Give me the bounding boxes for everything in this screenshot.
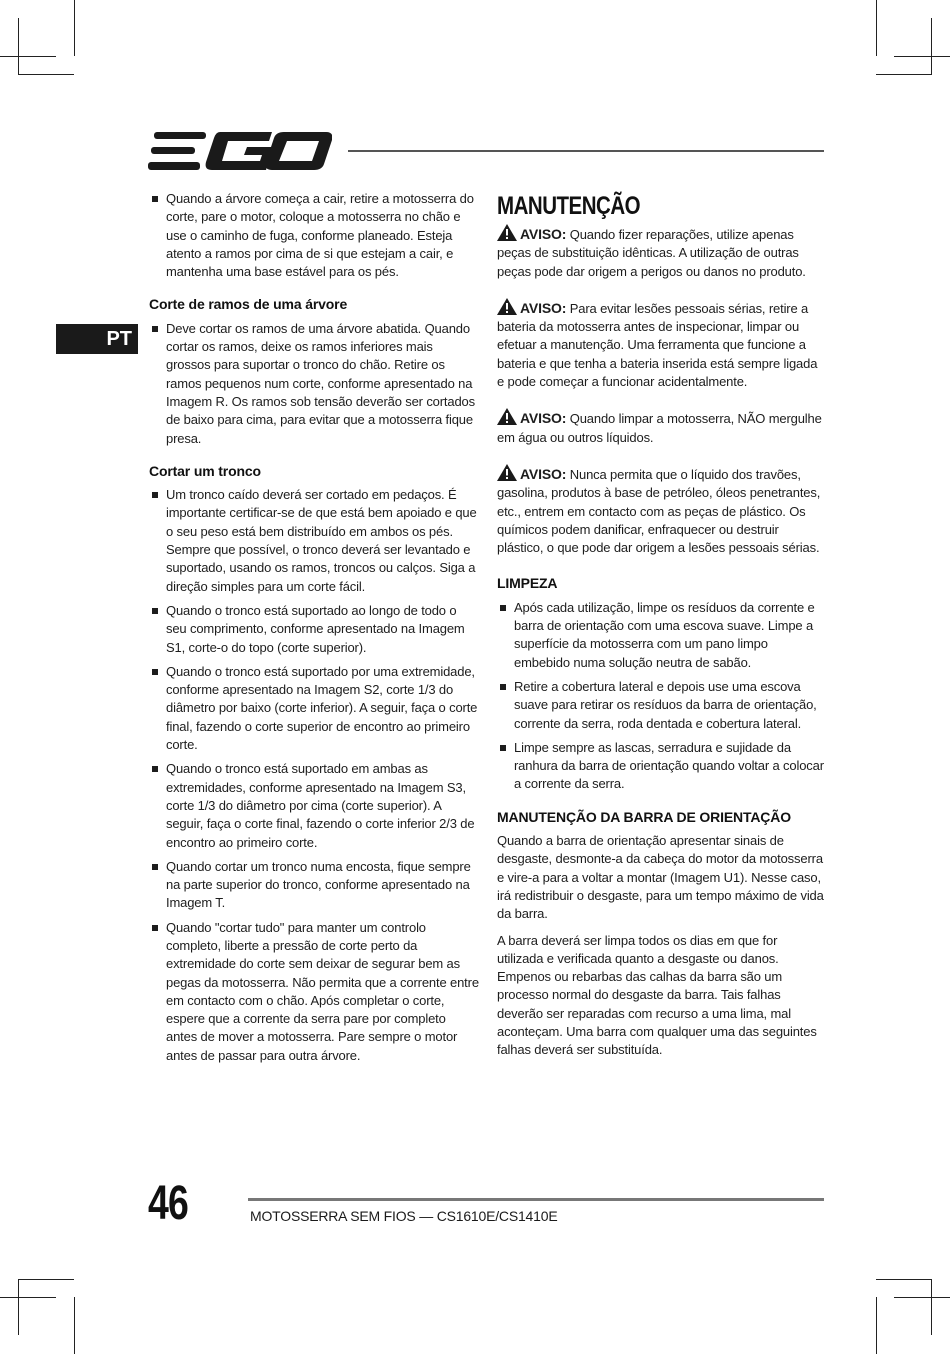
list-item: Retire a cobertura lateral e depois use uma escova suave para retirar os resíduos da barra de orientação, corrente da serra, roda dentada e cobertura lateral. — [497, 678, 827, 733]
right-column — [497, 190, 827, 1068]
cleaning-heading: LIMPEZA — [497, 575, 558, 592]
warning-text: Para evitar lesões pessoais sérias, retire a bateria da motosserra antes de inspecionar, limpar ou efetuar a manutenção. Uma ferramenta que funcione a bateria e que tenha a bateria inserida está sempre ligada e pode começar a funcionar acidentalmente. — [497, 300, 818, 390]
list-item: Quando o tronco está suportado por uma extremidade, conforme apresentado na Imagem S2, corte 1/3 do diâmetro por baixo (corte inferior). A seguir, faça o corte final, fazendo o corte superior de encontro ao primeiro corte. — [149, 663, 479, 754]
section-title: MANUTENÇÃO — [497, 192, 641, 220]
warning-icon — [497, 408, 517, 425]
list-item: Um tronco caído deverá ser cortado em pedaços. É importante certificar-se de que está bem apoiado e que o seu peso está bem distribuído em ambos os pés. Sempre que possível, o tronco deverá ser levantado e suportado, usando os ramos, troncos ou calços. Siga a direção simples para um corte fácil. — [149, 486, 479, 596]
header-rule — [348, 150, 824, 152]
warning-label: AVISO: — [520, 410, 567, 427]
crop-mark — [74, 0, 75, 56]
ego-logo — [148, 128, 332, 174]
paragraph: A barra deverá ser limpa todos os dias em que for utilizada e verificada quanto a desgaste ou danos. Empenos ou rebarbas das calhas da barra são um processo normal do desgaste da barra. Tais falhas deverão ser reparadas com recurso a uma lima, mal aconteçam. Uma barra com qualquer uma das seguintes falhas deverá ser substituída. — [497, 932, 817, 1058]
list-item: Quando cortar um tronco numa encosta, fique sempre na parte superior do tronco, conforme apresentado na Imagem T. — [149, 858, 479, 913]
warning-icon — [497, 224, 517, 241]
footer-title: MOTOSSERRA SEM FIOS — CS1610E/CS1410E — [250, 1208, 558, 1224]
footer-rule — [248, 1198, 824, 1201]
warning-text: Quando fizer reparações, utilize apenas peças de substituição idênticas. A utilização de outras peças pode dar origem a perigos ou danos no produto. — [497, 227, 806, 279]
warning-label: AVISO: — [520, 299, 567, 316]
list-item: Quando a árvore começa a cair, retire a motosserra do corte, pare o motor, coloque a motosserra no chão e use o caminho de fuga, conforme planeado. Esteja atento a ramos por cima de si que estejam a cair, e mantenha uma base estável para os pés. — [149, 190, 479, 281]
page-number: 46 — [148, 1177, 189, 1230]
warning-block — [497, 464, 827, 557]
intro-bullets — [149, 190, 479, 281]
list-item: Deve cortar os ramos de uma árvore abatida. Quando cortar os ramos, deixe os ramos inferiores mais grossos para suportar o tronco do chão. Retire os ramos pequenos num corte, conforme apresentado na Imagem R. Os ramos sob tensão deverão ser cortados de baixo para cima, para evitar que a motosserra fique presa. — [149, 320, 479, 448]
limbing-heading: Corte de ramos de uma árvore — [149, 296, 348, 313]
warning-text: Nunca permita que o líquido dos travões, gasolina, produtos à base de petróleo, óleos penetrantes, etc., entrem em contacto com as peças de plástico. Os químicos podem danificar, enfraquecer ou destruir plástico, o que pode dar origem a lesões pessoais sérias. — [497, 466, 821, 556]
cleaning-bullets — [497, 599, 827, 794]
crop-mark — [0, 56, 56, 57]
warning-block — [497, 298, 827, 391]
warning-block — [497, 224, 827, 281]
crop-mark — [894, 56, 950, 57]
crop-mark — [876, 1297, 877, 1354]
list-item: Quando "cortar tudo" para manter um controlo completo, liberte a pressão de corte perto da extremidade do corte sem deixar de segurar bem as pegas da motosserra. Não permita que a corrente entre em contacto com o chão. Após completar o corte, espere que a corrente da serra pare por completo antes de mover a motosserra. Pare sempre o motor antes de passar para outra árvore. — [149, 919, 479, 1065]
paragraph: Quando a barra de orientação apresentar sinais de desgaste, desmonte-a da cabeça do motor da motosserra e vire-a para a voltar a montar (Imagem U1). Nesse caso, irá redistribuir o desgaste, para um tempo máximo de vida da barra. — [497, 833, 824, 922]
warning-label: AVISO: — [520, 226, 567, 242]
bucking-heading: Cortar um tronco — [149, 462, 261, 479]
limbing-bullets — [149, 320, 479, 448]
crop-mark — [931, 1279, 932, 1335]
warning-block — [497, 408, 827, 447]
crop-mark — [18, 74, 74, 75]
list-item: Limpe sempre as lascas, serradura e sujidade da ranhura da barra de orientação quando voltar a colocar a corrente da serra. — [497, 739, 827, 794]
warning-icon — [497, 298, 517, 315]
crop-mark — [18, 1279, 74, 1280]
crop-mark — [931, 18, 932, 74]
crop-mark — [18, 18, 19, 74]
crop-mark — [876, 74, 932, 75]
bucking-bullets — [149, 486, 479, 1065]
list-item: Quando o tronco está suportado ao longo de todo o seu comprimento, conforme apresentado na Imagem S1, corte-o do topo (corte superior). — [149, 602, 479, 657]
list-item: Quando o tronco está suportado em ambas as extremidades, conforme apresentado na Imagem S3, corte 1/3 do diâmetro por cima (corte superior). A seguir, faça o corte final, fazendo o corte inferior 2/3 de encontro ao primeiro corte. — [149, 760, 479, 851]
crop-mark — [74, 1297, 75, 1354]
guide-bar-heading: MANUTENÇÃO DA BARRA DE ORIENTAÇÃO — [497, 808, 791, 825]
crop-mark — [876, 0, 877, 56]
language-tab: PT — [56, 324, 138, 354]
warning-label: AVISO: — [520, 465, 567, 482]
left-column — [149, 190, 479, 1071]
crop-mark — [876, 1279, 932, 1280]
crop-mark — [18, 1279, 19, 1335]
crop-mark — [894, 1297, 950, 1298]
warning-text: Quando limpar a motosserra, NÃO mergulhe em água ou outros líquidos. — [497, 411, 822, 445]
crop-mark — [0, 1297, 56, 1298]
warning-icon — [497, 464, 517, 481]
list-item: Após cada utilização, limpe os resíduos da corrente e barra de orientação com uma escova suave. Limpe a superfície da motosserra com um pano limpo embebido numa solução neutra de sabão. — [497, 599, 827, 672]
